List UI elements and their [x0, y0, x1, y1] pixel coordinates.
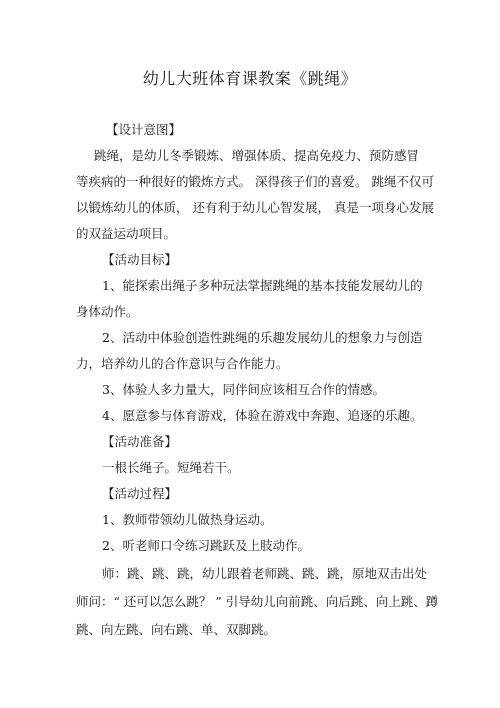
process-step: 2、听老师口令练习跳跃及上肢动作。: [102, 538, 310, 553]
objective-item: 2、活动中体验创造性跳绳的乐趣发展幼儿的想象力与创造: [102, 330, 423, 345]
preparation-text: 一根长绳子。短绳若干。: [102, 460, 240, 475]
section-heading-preparation: 【活动准备】: [102, 434, 178, 449]
paragraph-line: 师：跳、跳、跳，幼儿跟着老师跳、跳、跳，原地双击出处: [102, 566, 428, 581]
process-step: 1、教师带领幼儿做热身运动。: [102, 512, 273, 527]
paragraph-line: 等疾病的一种很好的锻炼方式。 深得孩子们的喜爱。 跳绳不仅可: [76, 174, 434, 189]
paragraph-line: 的双益运动项目。: [76, 226, 177, 241]
paragraph-line: 跳绳，是幼儿冬季锻炼、增强体质、提高免疫力、预防感冒: [94, 148, 420, 163]
paragraph-line: 以锻炼幼儿的体质， 还有利于幼儿心智发展， 真是一项身心发展: [76, 200, 434, 215]
section-heading-objectives: 【活动目标】: [102, 252, 178, 267]
objective-item-continuation: 力，培养幼儿的合作意识与合作能力。: [76, 356, 289, 371]
section-heading-design-intent: 【设计意图】: [106, 122, 182, 137]
document-title: 幼儿大班体育课教案《跳绳》: [142, 69, 358, 88]
section-heading-process: 【活动过程】: [102, 486, 178, 501]
objective-item-continuation: 身体动作。: [76, 304, 139, 319]
objective-item: 3、体验人多力量大，同伴间应该相互合作的情感。: [102, 382, 385, 397]
objective-item: 1、能探索出绳子多种玩法掌握跳绳的基本技能发展幼儿的: [102, 278, 423, 293]
paragraph-line: 跳、向左跳、向右跳、单、双脚跳。: [76, 622, 277, 637]
objective-item: 4、愿意参与体育游戏，体验在游戏中奔跑、追逐的乐趣。: [102, 408, 423, 423]
paragraph-line: 师问：“ 还可以怎么跳？ ” 引导幼儿向前跳、向后跳、向上跳、蹲: [76, 594, 439, 609]
